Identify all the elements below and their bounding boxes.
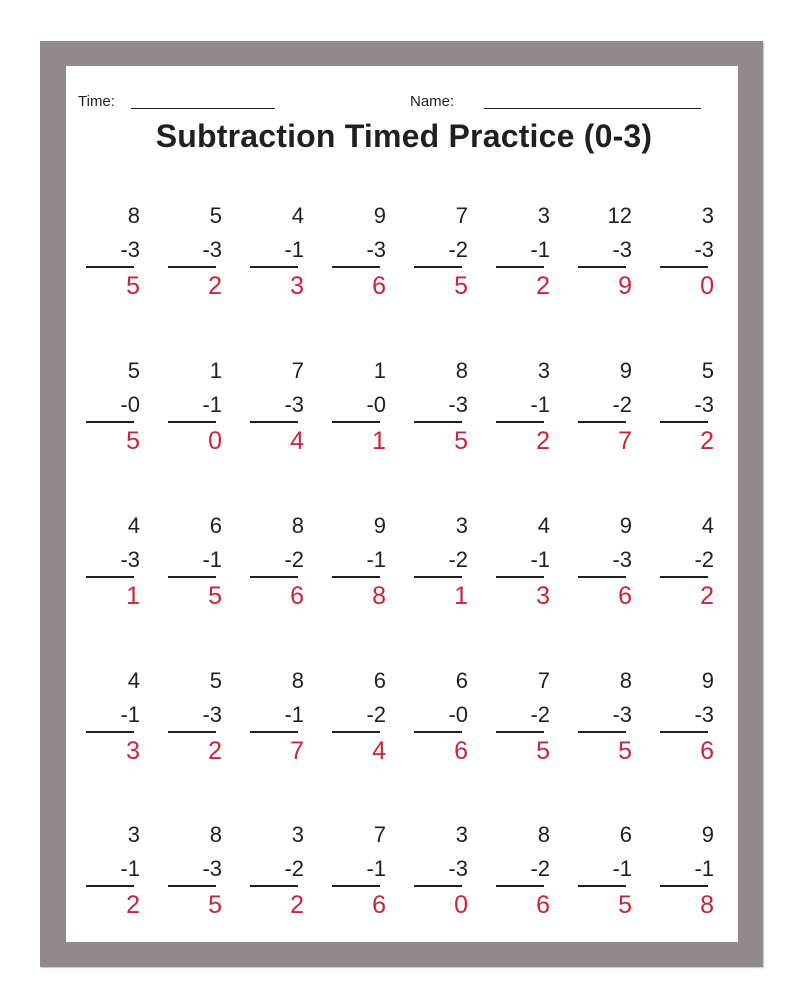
subtrahend: -3 bbox=[448, 856, 468, 881]
problem-r1-c3 bbox=[250, 203, 310, 303]
answer-line bbox=[332, 576, 380, 578]
answer[interactable]: 2 bbox=[126, 891, 140, 919]
problem-r1-c8 bbox=[660, 203, 720, 303]
answer[interactable]: 2 bbox=[536, 427, 550, 455]
problem-r2-c8 bbox=[660, 358, 720, 458]
minuend: 4 bbox=[537, 513, 550, 538]
minuend: 4 bbox=[127, 668, 140, 693]
answer-line bbox=[332, 421, 380, 423]
minuend: 7 bbox=[291, 358, 304, 383]
answer-line bbox=[578, 731, 626, 733]
answer[interactable]: 6 bbox=[372, 891, 386, 919]
minuend: 8 bbox=[291, 513, 304, 538]
answer-line bbox=[496, 421, 544, 423]
problem-r2-c4 bbox=[332, 358, 392, 458]
minuend: 6 bbox=[209, 513, 222, 538]
subtrahend: -1 bbox=[202, 547, 222, 572]
problem-r1-c4 bbox=[332, 203, 392, 303]
answer[interactable]: 5 bbox=[454, 272, 468, 300]
answer[interactable]: 6 bbox=[536, 891, 550, 919]
answer-line bbox=[578, 266, 626, 268]
answer-line bbox=[496, 266, 544, 268]
subtrahend: -3 bbox=[612, 702, 632, 727]
problem-r5-c8 bbox=[660, 822, 720, 922]
answer[interactable]: 5 bbox=[208, 891, 222, 919]
answer[interactable]: 2 bbox=[290, 891, 304, 919]
answer[interactable]: 1 bbox=[454, 582, 468, 610]
answer[interactable]: 6 bbox=[454, 737, 468, 765]
subtrahend: -3 bbox=[694, 237, 714, 262]
answer[interactable]: 6 bbox=[618, 582, 632, 610]
answer[interactable]: 9 bbox=[618, 272, 632, 300]
answer-line bbox=[250, 731, 298, 733]
answer[interactable]: 8 bbox=[372, 582, 386, 610]
minuend: 5 bbox=[127, 358, 140, 383]
subtrahend: -1 bbox=[530, 547, 550, 572]
answer-line bbox=[332, 266, 380, 268]
answer-line bbox=[86, 421, 134, 423]
problem-r4-c6 bbox=[496, 668, 556, 768]
problem-r4-c1 bbox=[86, 668, 146, 768]
minuend: 9 bbox=[373, 203, 386, 228]
answer-line bbox=[168, 266, 216, 268]
subtrahend: -3 bbox=[202, 237, 222, 262]
subtrahend: -2 bbox=[284, 547, 304, 572]
answer[interactable]: 3 bbox=[126, 737, 140, 765]
answer-line bbox=[86, 885, 134, 887]
answer-line bbox=[86, 731, 134, 733]
problem-r1-c2 bbox=[168, 203, 228, 303]
minuend: 3 bbox=[455, 822, 468, 847]
problem-r3-c1 bbox=[86, 513, 146, 613]
minuend: 8 bbox=[537, 822, 550, 847]
minuend: 8 bbox=[209, 822, 222, 847]
minuend: 8 bbox=[455, 358, 468, 383]
answer[interactable]: 6 bbox=[372, 272, 386, 300]
minuend: 7 bbox=[373, 822, 386, 847]
subtrahend: -0 bbox=[120, 392, 140, 417]
minuend: 12 bbox=[607, 203, 632, 228]
answer-line bbox=[414, 576, 462, 578]
answer-line bbox=[660, 885, 708, 887]
answer[interactable]: 3 bbox=[290, 272, 304, 300]
time-label: Time: bbox=[78, 93, 115, 110]
minuend: 8 bbox=[127, 203, 140, 228]
minuend: 7 bbox=[455, 203, 468, 228]
minuend: 5 bbox=[209, 668, 222, 693]
answer-line bbox=[332, 731, 380, 733]
problem-r3-c2 bbox=[168, 513, 228, 613]
problem-r1-c5 bbox=[414, 203, 474, 303]
answer[interactable]: 2 bbox=[208, 272, 222, 300]
subtrahend: -1 bbox=[612, 856, 632, 881]
subtrahend: -3 bbox=[694, 702, 714, 727]
answer-line bbox=[578, 885, 626, 887]
subtrahend: -2 bbox=[530, 702, 550, 727]
answer-line bbox=[578, 421, 626, 423]
problem-r2-c6 bbox=[496, 358, 556, 458]
minuend: 8 bbox=[291, 668, 304, 693]
problem-r5-c6 bbox=[496, 822, 556, 922]
subtrahend: -3 bbox=[612, 237, 632, 262]
problem-r4-c8 bbox=[660, 668, 720, 768]
answer[interactable]: 2 bbox=[536, 272, 550, 300]
problem-r5-c1 bbox=[86, 822, 146, 922]
answer[interactable]: 5 bbox=[454, 427, 468, 455]
answer[interactable]: 2 bbox=[700, 427, 714, 455]
problem-r2-c1 bbox=[86, 358, 146, 458]
subtrahend: -2 bbox=[366, 702, 386, 727]
minuend: 1 bbox=[209, 358, 222, 383]
minuend: 8 bbox=[619, 668, 632, 693]
minuend: 4 bbox=[291, 203, 304, 228]
problem-r2-c5 bbox=[414, 358, 474, 458]
answer[interactable]: 4 bbox=[290, 427, 304, 455]
answer-line bbox=[168, 731, 216, 733]
answer[interactable]: 0 bbox=[208, 427, 222, 455]
minuend: 9 bbox=[619, 358, 632, 383]
problem-r4-c5 bbox=[414, 668, 474, 768]
subtrahend: -1 bbox=[530, 392, 550, 417]
problem-r4-c4 bbox=[332, 668, 392, 768]
subtrahend: -2 bbox=[284, 856, 304, 881]
subtrahend: -3 bbox=[366, 237, 386, 262]
answer-line bbox=[250, 421, 298, 423]
answer[interactable]: 3 bbox=[536, 582, 550, 610]
minuend: 3 bbox=[537, 358, 550, 383]
subtrahend: -1 bbox=[120, 702, 140, 727]
answer-line bbox=[578, 576, 626, 578]
problem-r5-c7 bbox=[578, 822, 638, 922]
problem-r4-c2 bbox=[168, 668, 228, 768]
answer[interactable]: 2 bbox=[208, 737, 222, 765]
answer[interactable]: 0 bbox=[454, 891, 468, 919]
problem-r2-c2 bbox=[168, 358, 228, 458]
subtrahend: -0 bbox=[366, 392, 386, 417]
subtrahend: -3 bbox=[120, 547, 140, 572]
problem-r5-c2 bbox=[168, 822, 228, 922]
subtrahend: -1 bbox=[366, 547, 386, 572]
answer[interactable]: 7 bbox=[618, 427, 632, 455]
answer-line bbox=[496, 885, 544, 887]
answer-line bbox=[168, 885, 216, 887]
name-label: Name: bbox=[410, 93, 455, 110]
problem-r4-c7 bbox=[578, 668, 638, 768]
subtrahend: -2 bbox=[530, 856, 550, 881]
problem-r5-c5 bbox=[414, 822, 474, 922]
minuend: 4 bbox=[701, 513, 714, 538]
minuend: 7 bbox=[537, 668, 550, 693]
subtrahend: -3 bbox=[284, 392, 304, 417]
subtrahend: -2 bbox=[448, 547, 468, 572]
answer[interactable]: 5 bbox=[618, 891, 632, 919]
problem-r1-c7 bbox=[578, 203, 638, 303]
answer-line bbox=[660, 266, 708, 268]
answer[interactable]: 8 bbox=[700, 891, 714, 919]
time-field[interactable] bbox=[131, 108, 275, 109]
answer-line bbox=[414, 731, 462, 733]
answer[interactable]: 5 bbox=[536, 737, 550, 765]
subtrahend: -1 bbox=[694, 856, 714, 881]
answer[interactable]: 7 bbox=[290, 737, 304, 765]
answer-line bbox=[660, 731, 708, 733]
subtrahend: -3 bbox=[694, 392, 714, 417]
minuend: 6 bbox=[455, 668, 468, 693]
subtrahend: -3 bbox=[612, 547, 632, 572]
answer-line bbox=[250, 885, 298, 887]
answer[interactable]: 0 bbox=[700, 272, 714, 300]
minuend: 1 bbox=[373, 358, 386, 383]
answer-line bbox=[168, 421, 216, 423]
problem-r1-c6 bbox=[496, 203, 556, 303]
answer[interactable]: 1 bbox=[126, 582, 140, 610]
subtrahend: -3 bbox=[120, 237, 140, 262]
answer[interactable]: 6 bbox=[290, 582, 304, 610]
subtrahend: -1 bbox=[284, 237, 304, 262]
problem-r5-c3 bbox=[250, 822, 310, 922]
minuend: 3 bbox=[537, 203, 550, 228]
worksheet-paper bbox=[66, 66, 738, 942]
answer-line bbox=[660, 576, 708, 578]
minuend: 5 bbox=[701, 358, 714, 383]
answer-line bbox=[86, 576, 134, 578]
answer[interactable]: 5 bbox=[618, 737, 632, 765]
answer[interactable]: 1 bbox=[372, 427, 386, 455]
minuend: 3 bbox=[291, 822, 304, 847]
answer-line bbox=[86, 266, 134, 268]
subtrahend: -1 bbox=[120, 856, 140, 881]
answer-line bbox=[496, 576, 544, 578]
subtrahend: -2 bbox=[448, 237, 468, 262]
minuend: 4 bbox=[127, 513, 140, 538]
problem-r3-c8 bbox=[660, 513, 720, 613]
problem-r4-c3 bbox=[250, 668, 310, 768]
minuend: 3 bbox=[455, 513, 468, 538]
minuend: 3 bbox=[701, 203, 714, 228]
subtrahend: -2 bbox=[694, 547, 714, 572]
subtrahend: -1 bbox=[366, 856, 386, 881]
minuend: 5 bbox=[209, 203, 222, 228]
answer[interactable]: 5 bbox=[126, 272, 140, 300]
minuend: 6 bbox=[373, 668, 386, 693]
answer[interactable]: 2 bbox=[700, 582, 714, 610]
problem-r3-c7 bbox=[578, 513, 638, 613]
answer-line bbox=[250, 266, 298, 268]
minuend: 9 bbox=[701, 668, 714, 693]
minuend: 9 bbox=[701, 822, 714, 847]
problem-r3-c3 bbox=[250, 513, 310, 613]
problem-r3-c5 bbox=[414, 513, 474, 613]
answer-line bbox=[414, 421, 462, 423]
subtrahend: -1 bbox=[530, 237, 550, 262]
answer-line bbox=[414, 266, 462, 268]
problem-r3-c4 bbox=[332, 513, 392, 613]
answer-line bbox=[332, 885, 380, 887]
subtrahend: -1 bbox=[202, 392, 222, 417]
answer[interactable]: 5 bbox=[126, 427, 140, 455]
answer[interactable]: 5 bbox=[208, 582, 222, 610]
subtrahend: -0 bbox=[448, 702, 468, 727]
answer-line bbox=[414, 885, 462, 887]
answer-line bbox=[168, 576, 216, 578]
minuend: 3 bbox=[127, 822, 140, 847]
subtrahend: -3 bbox=[448, 392, 468, 417]
subtrahend: -3 bbox=[202, 702, 222, 727]
minuend: 6 bbox=[619, 822, 632, 847]
answer-line bbox=[660, 421, 708, 423]
problem-r5-c4 bbox=[332, 822, 392, 922]
minuend: 9 bbox=[619, 513, 632, 538]
problem-r2-c7 bbox=[578, 358, 638, 458]
page-title: Subtraction Timed Practice (0-3) bbox=[155, 118, 653, 154]
subtrahend: -1 bbox=[284, 702, 304, 727]
answer-line bbox=[250, 576, 298, 578]
answer[interactable]: 6 bbox=[700, 737, 714, 765]
name-field[interactable] bbox=[484, 108, 701, 109]
answer[interactable]: 4 bbox=[372, 737, 386, 765]
problem-r1-c1 bbox=[86, 203, 146, 303]
subtrahend: -3 bbox=[202, 856, 222, 881]
problem-r3-c6 bbox=[496, 513, 556, 613]
subtrahend: -2 bbox=[612, 392, 632, 417]
problem-r2-c3 bbox=[250, 358, 310, 458]
answer-line bbox=[496, 731, 544, 733]
minuend: 9 bbox=[373, 513, 386, 538]
